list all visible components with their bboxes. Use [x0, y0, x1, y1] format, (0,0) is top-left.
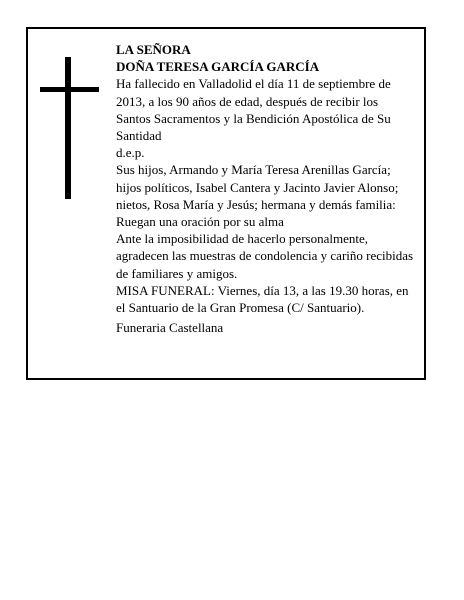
cross-horizontal-bar: [40, 87, 99, 92]
rip-text: d.e.p.: [116, 145, 145, 161]
obituary-notice: [26, 27, 426, 380]
heading-line-1: LA SEÑORA: [116, 42, 191, 57]
notice-text-block: [116, 41, 416, 336]
family-list: Sus hijos, Armando y María Teresa Arenillas García; hijos políticos, Isabel Cantera y Jacinto Javier Alonso; nietos, Rosa María y Jesús; hermana y demás familia:: [116, 162, 399, 212]
death-announcement: Ha fallecido en Valladolid el día 11 de septiembre de 2013, a los 90 años de edad, después de recibir los Santos Sacramentos y la Bendición Apostólica de Su Santidad: [116, 76, 391, 144]
prayer-request: Ruegan una oración por su alma: [116, 214, 284, 230]
deceased-name: DOÑA TERESA GARCÍA GARCÍA: [116, 59, 320, 75]
thanks-text: Ante la imposibilidad de hacerlo personalmente, agradecen las muestras de condolencia y cariño recibidas de familiares y amigos.: [116, 231, 414, 281]
cross-vertical-bar: [65, 57, 71, 199]
funeral-mass-info: MISA FUNERAL: Viernes, día 13, a las 19.30 horas, en el Santuario de la Gran Promesa (C/ Santuario).: [116, 282, 409, 316]
funeral-home: Funeraria Castellana: [116, 320, 224, 336]
